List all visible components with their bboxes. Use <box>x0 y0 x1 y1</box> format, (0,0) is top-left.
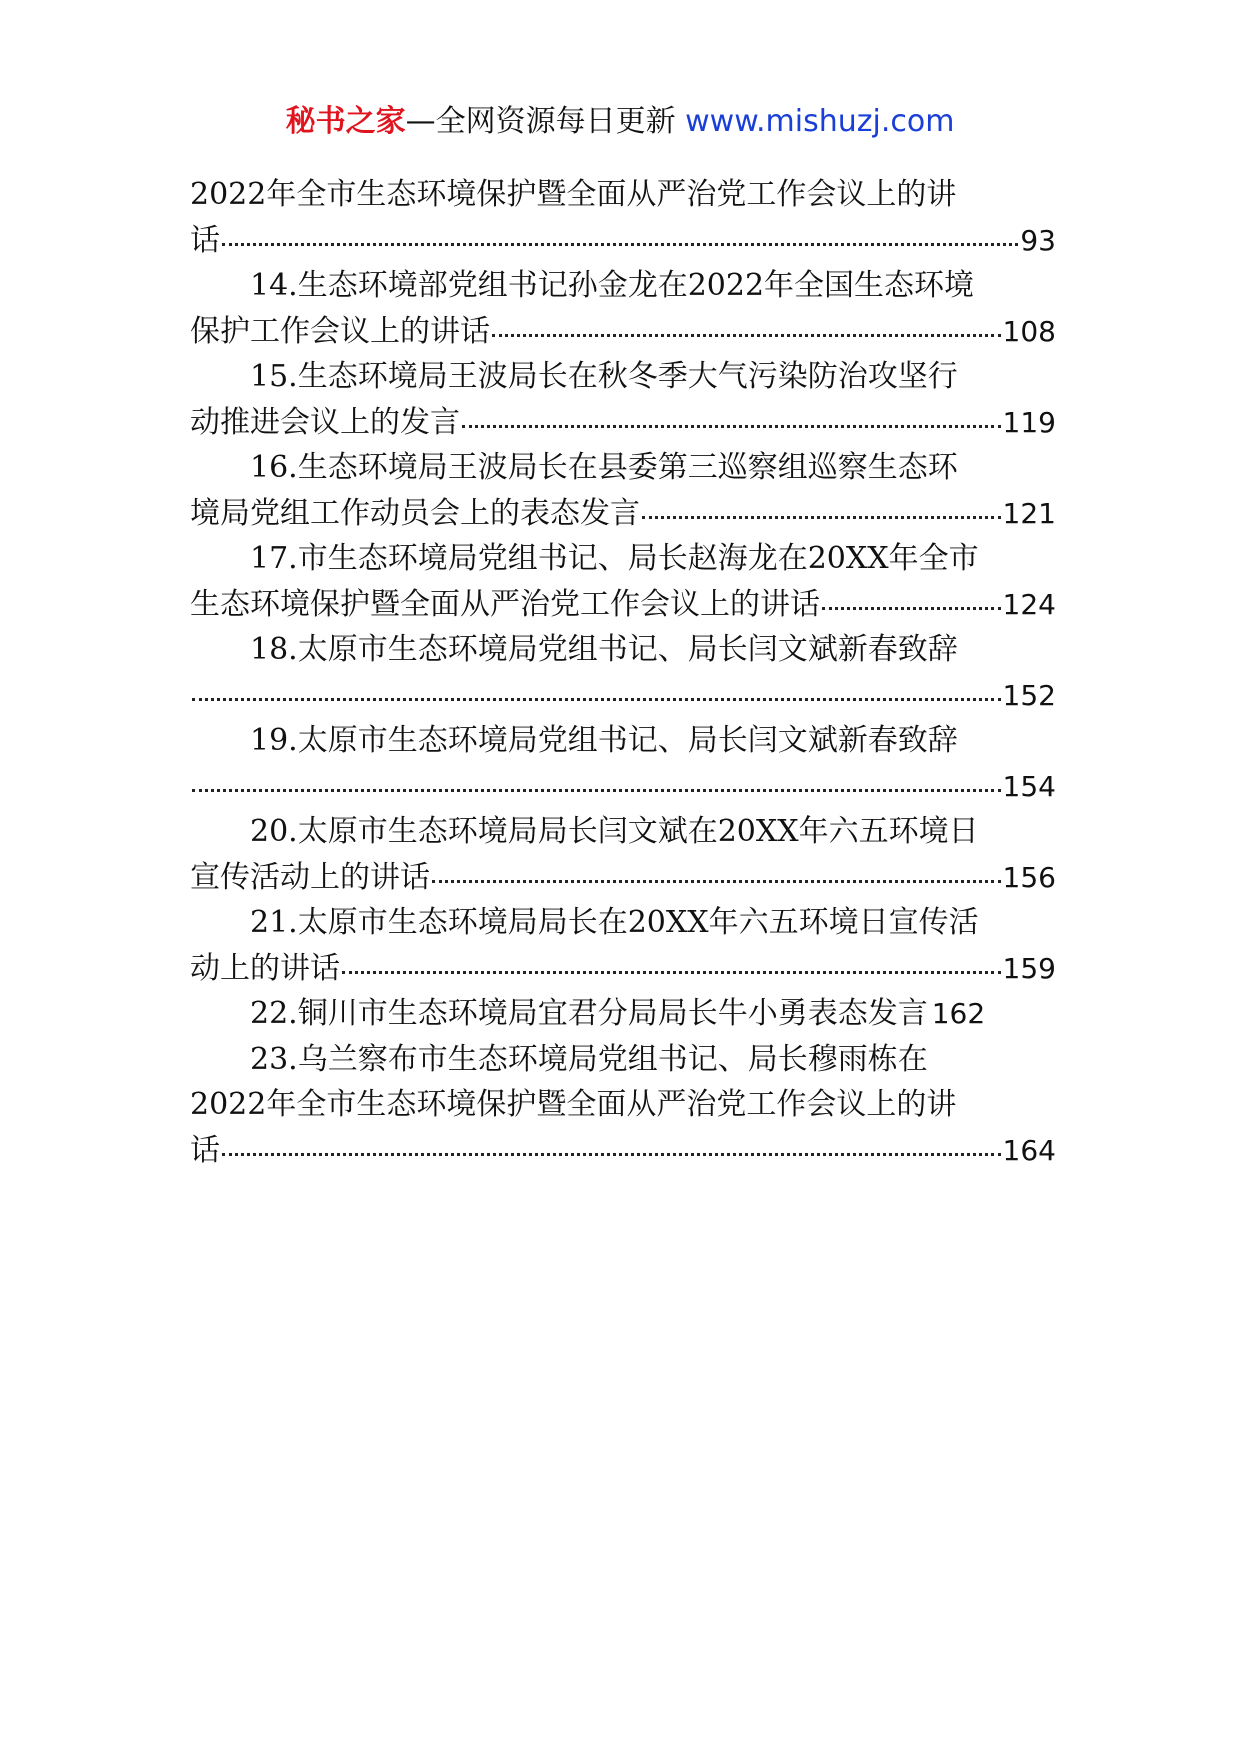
toc-page-number: 152 <box>1002 678 1056 712</box>
dot-leader <box>462 402 1001 432</box>
dot-leader <box>432 857 1001 887</box>
toc-page-number: 121 <box>1002 496 1056 530</box>
toc-page-number: 162 <box>931 997 986 1030</box>
toc-entry[interactable] <box>190 1037 1056 1174</box>
toc-entry[interactable] <box>190 809 1056 900</box>
toc-entry-title: 2022年全市生态环境保护暨全面从严治党工作会议上的讲 <box>190 177 957 212</box>
toc-entry[interactable] <box>190 263 1056 354</box>
toc-entry-title: 23.乌兰察布市生态环境局党组书记、局长穆雨栋在 <box>250 1041 928 1077</box>
toc-entry-title: 17.市生态环境局党组书记、局长赵海龙在20XX年全市 <box>250 541 979 576</box>
toc-entry[interactable] <box>190 627 1056 718</box>
page-header <box>0 102 1240 142</box>
toc-entry-title-continued: 话 <box>190 222 220 258</box>
header-url[interactable]: www.mishuzj.com <box>685 104 955 139</box>
toc-entry-title: 15.生态环境局王波局长在秋冬季大气污染防治攻坚行 <box>250 359 958 394</box>
header-slogan: —全网资源每日更新 <box>405 104 676 139</box>
toc-entry-title: 22.铜川市生态环境局宜君分局局长牛小勇表态发言 <box>250 996 928 1031</box>
toc-page-number: 164 <box>1002 1133 1056 1167</box>
dot-leader <box>192 675 1001 705</box>
table-of-contents <box>190 172 1056 1173</box>
toc-entry-title: 16.生态环境局王波局长在县委第三巡察组巡察生态环 <box>250 450 958 485</box>
dot-leader <box>822 584 1001 614</box>
toc-entry-title: 21.太原市生态环境局局长在20XX年六五环境日宣传活 <box>250 905 979 940</box>
dot-leader <box>492 311 1001 341</box>
dot-leader <box>192 766 1001 796</box>
dot-leader <box>222 1130 1001 1160</box>
toc-entry[interactable] <box>190 900 1056 991</box>
toc-page-number: 119 <box>1002 405 1056 439</box>
toc-page-number: 108 <box>1002 314 1056 348</box>
toc-entry-title-continued: 话 <box>190 1132 220 1168</box>
toc-entry[interactable] <box>190 991 1056 1037</box>
toc-entry-title-continued: 生态环境保护暨全面从严治党工作会议上的讲话 <box>190 586 820 622</box>
toc-entry[interactable] <box>190 536 1056 627</box>
toc-entry-title-continued: 宣传活动上的讲话 <box>190 859 430 895</box>
toc-entry[interactable] <box>190 354 1056 445</box>
brand-name: 秘书之家 <box>285 104 406 139</box>
dot-leader <box>642 493 1001 523</box>
toc-page-number: 154 <box>1002 769 1056 803</box>
toc-entry-title-continued: 动上的讲话 <box>190 950 340 986</box>
toc-page-number: 93 <box>1020 223 1056 257</box>
dot-leader <box>342 948 1001 978</box>
toc-entry-title-continued: 境局党组工作动员会上的表态发言 <box>190 495 640 531</box>
toc-entry-title: 20.太原市生态环境局局长闫文斌在20XX年六五环境日 <box>250 814 979 849</box>
toc-entry-title-continued: 保护工作会议上的讲话 <box>190 313 490 349</box>
toc-entry-title-continued: 动推进会议上的发言 <box>190 404 460 440</box>
toc-entry-title: 14.生态环境部党组书记孙金龙在2022年全国生态环境 <box>250 268 975 303</box>
toc-entry[interactable] <box>190 445 1056 536</box>
toc-entry-title: 19.太原市生态环境局党组书记、局长闫文斌新春致辞 <box>250 723 958 758</box>
toc-entry[interactable] <box>190 718 1056 809</box>
dot-leader <box>222 220 1018 250</box>
toc-page-number: 159 <box>1002 951 1056 985</box>
toc-entry-title: 18.太原市生态环境局党组书记、局长闫文斌新春致辞 <box>250 632 958 667</box>
toc-page-number: 156 <box>1002 860 1056 894</box>
toc-entry-title-continued: 2022年全市生态环境保护暨全面从严治党工作会议上的讲 <box>190 1087 957 1122</box>
toc-page-number: 124 <box>1002 587 1056 621</box>
toc-entry[interactable] <box>190 172 1056 263</box>
